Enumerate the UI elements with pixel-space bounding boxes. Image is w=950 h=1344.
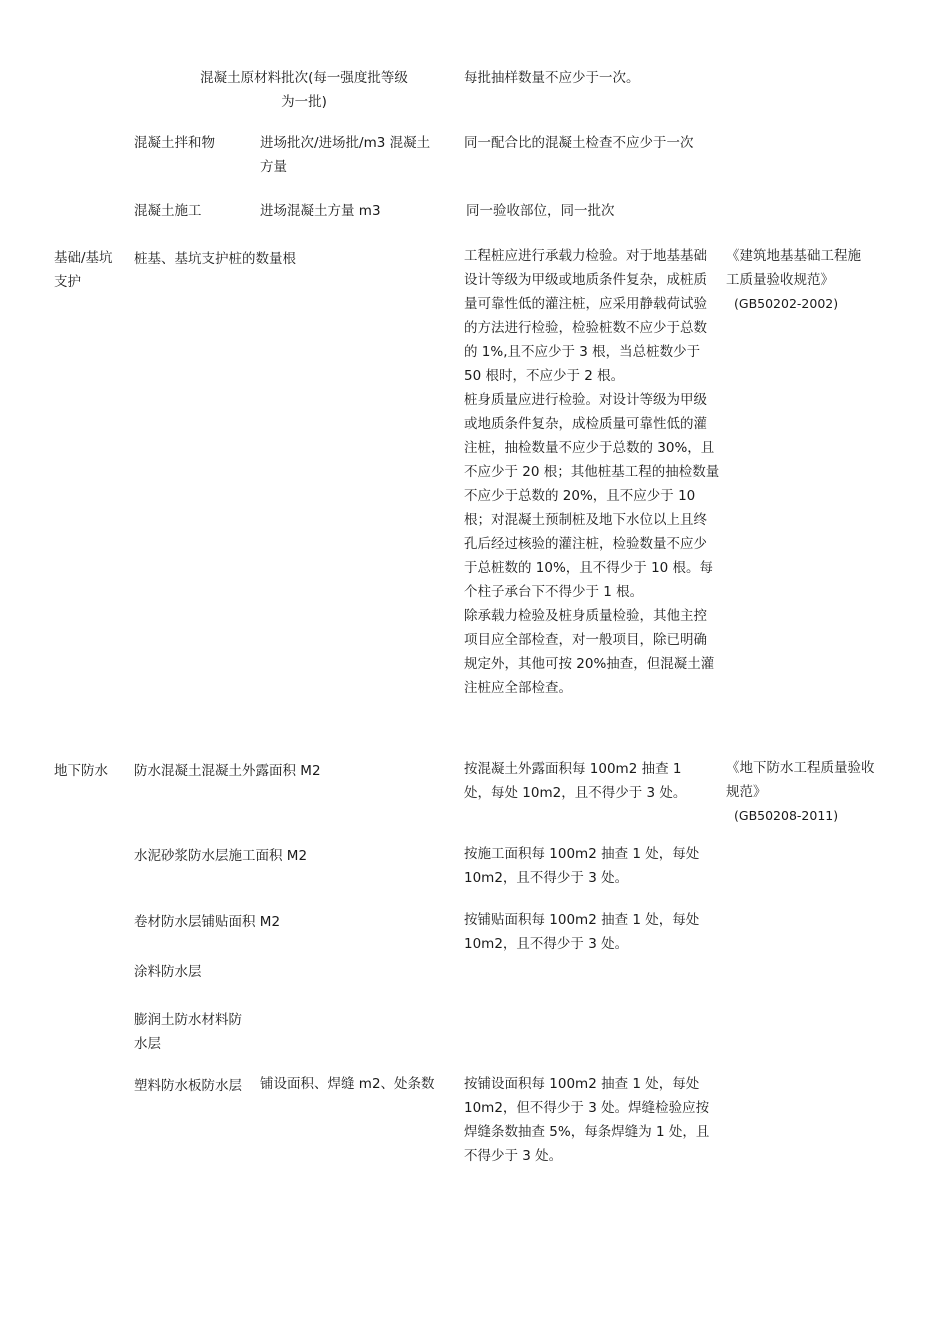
rule-plastic-board: 按铺设面积每 100m2 抽查 1 处，每处 10m2，但不得少于 3 处。焊缝检验应按焊缝条数抽查 5%，每条焊缝为 1 处，且不得少于 3 处。 [464, 1076, 710, 1164]
standard-waterproof-code: (GB50208-2011) [734, 808, 839, 823]
standard-foundation-name: 《建筑地基基础工程施工质量验收规范》 [726, 248, 861, 288]
rule-concrete-mix: 同一配合比的混凝土检查不应少于一次 [464, 135, 694, 151]
category-underground-waterproof: 地下防水 [54, 763, 108, 779]
standard-foundation [726, 244, 872, 316]
item-bentonite-layer: 膨润土防水材料防水层 [134, 1012, 242, 1052]
rule-pile-paragraph-3: 除承载力检验及桩身质量检验，其他主控项目应全部检查，对一般项目，除已明确规定外，其他可按 20%抽查，但混凝土灌注桩应全部检查。 [464, 608, 715, 696]
rule-concrete-raw-materials: 每批抽样数量不应少于一次。 [464, 70, 640, 86]
item-concrete-construction: 混凝土施工 [134, 203, 202, 219]
item-pile-foundation: 桩基、基坑支护桩的数量根 [134, 251, 296, 267]
standard-waterproof-name: 《地下防水工程质量验收规范》 [726, 760, 875, 800]
item-plastic-board: 塑料防水板防水层 [134, 1078, 242, 1094]
item-concrete-raw-materials: 混凝土原材料批次(每一强度批等级为一批) [200, 70, 408, 110]
unit-concrete-mix: 进场批次/进场批/m3 混凝土方量 [260, 135, 431, 175]
standard-waterproof [726, 756, 876, 828]
rule-pile-foundation [464, 244, 720, 700]
rule-pile-paragraph-1: 工程桩应进行承载力检验。对于地基基础设计等级为甲级或地质条件复杂，成桩质量可靠性低的灌注桩，应采用静载荷试验的方法进行检验，检验桩数不应少于总数的 1%,且不应少于 3 根，当总桩数少于 50 根时，不应少于 2 根。 [464, 248, 707, 384]
unit-concrete-construction: 进场混凝土方量 m3 [260, 203, 381, 219]
standard-foundation-code: (GB50202-2002) [734, 296, 839, 311]
rule-mortar-layer: 按施工面积每 100m2 抽查 1 处，每处 10m2，且不得少于 3 处。 [464, 846, 700, 886]
item-mortar-layer: 水泥砂浆防水层施工面积 M2 [134, 848, 308, 864]
category-foundation: 基础/基坑支护 [54, 250, 113, 290]
item-waterproof-concrete: 防水混凝土混凝土外露面积 M2 [134, 763, 321, 779]
unit-plastic-board: 铺设面积、焊缝 m2、处条数 [260, 1076, 435, 1092]
rule-pile-paragraph-2: 桩身质量应进行检验。对设计等级为甲级或地质条件复杂，成检质量可靠性低的灌注桩，抽检数量不应少于总数的 30%，且不应少于 20 根；其他桩基工程的抽检数量不应少于总数的 20%，且不应少于 10 根；对混凝土预制桩及地下水位以上且终孔后经过核验的灌注桩，检验数量不应少于总桩数的 10%，且不得少于 10 根。每个柱子承台下不得少于 1 根。 [464, 392, 720, 600]
item-coating-layer: 涂料防水层 [134, 964, 202, 980]
rule-concrete-construction: 同一验收部位，同一批次 [466, 203, 615, 219]
rule-membrane-layer: 按铺贴面积每 100m2 抽查 1 处，每处 10m2，且不得少于 3 处。 [464, 912, 700, 952]
item-membrane-layer: 卷材防水层铺贴面积 M2 [134, 914, 281, 930]
item-concrete-mix: 混凝土拌和物 [134, 135, 215, 151]
rule-waterproof-concrete: 按混凝土外露面积每 100m2 抽查 1 处，每处 10m2，且不得少于 3 处。 [464, 761, 687, 801]
